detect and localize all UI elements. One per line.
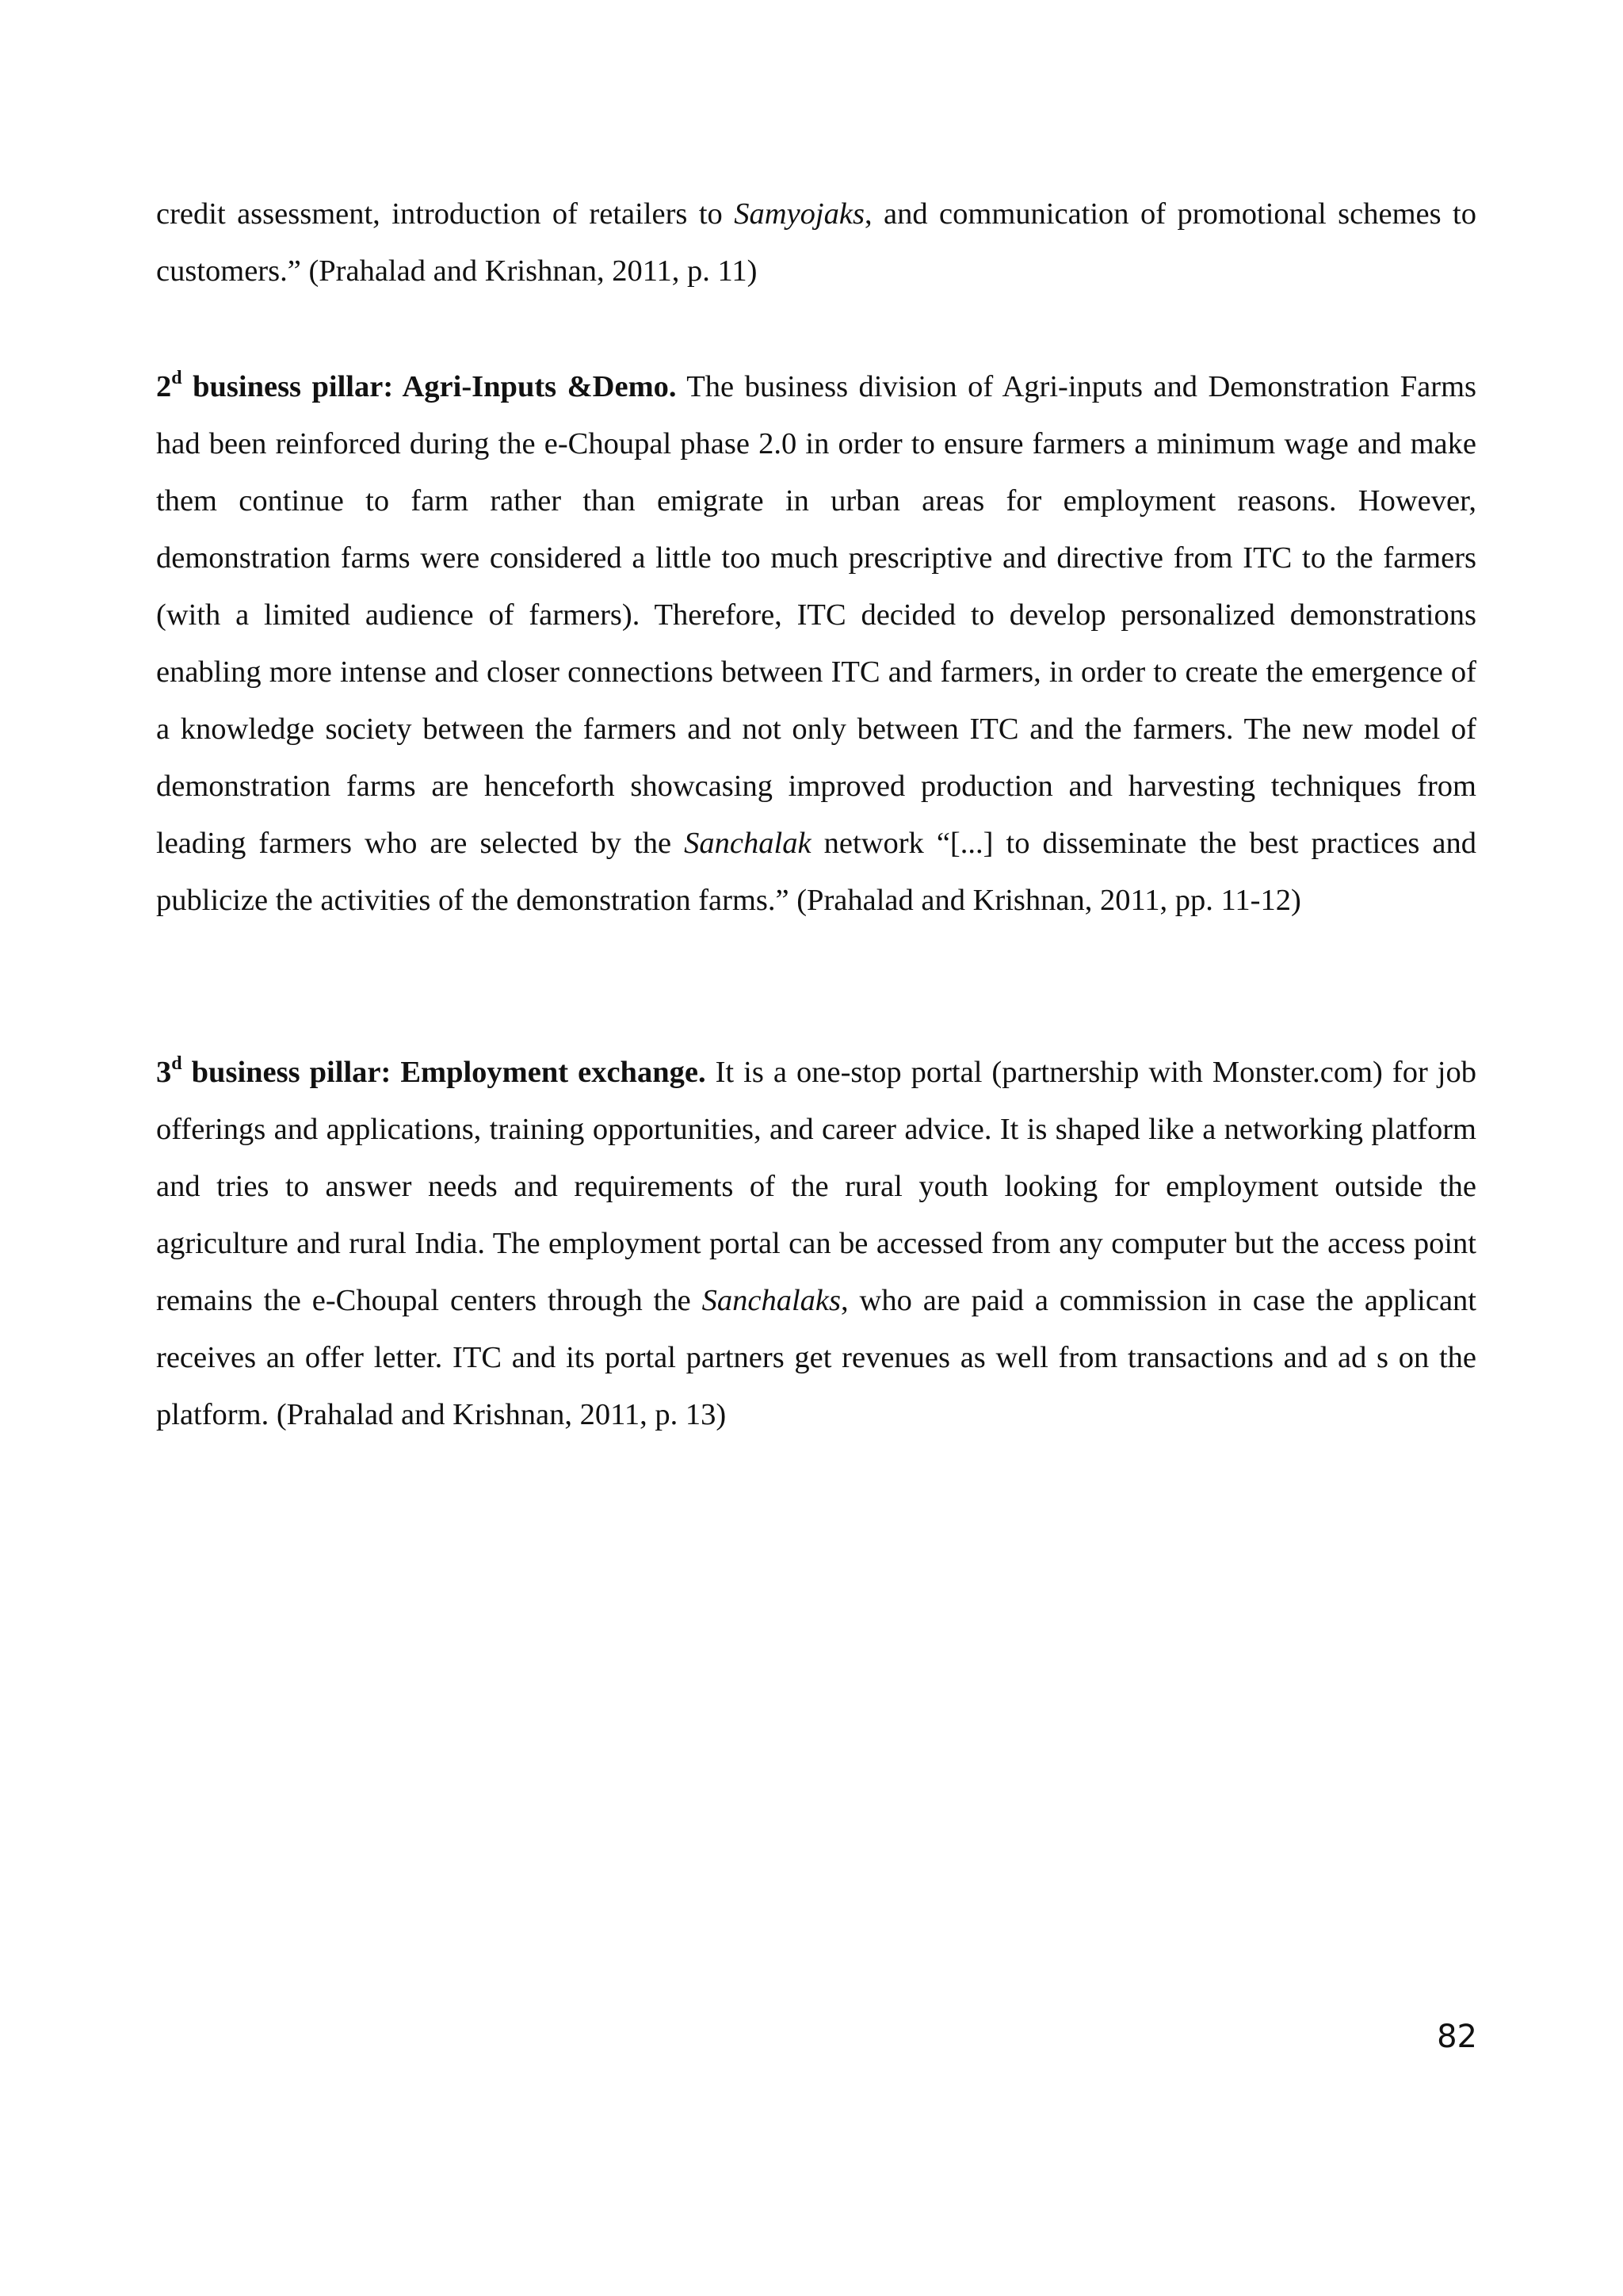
page-number: 82 xyxy=(1437,2019,1477,2055)
paragraph-text: , who are paid a commission in case the applicant receives an offer letter. ITC and its portal partners get revenues as well from transactions and ad s on the platform. (Prahalad and Krishnan, 2011, p. 13) xyxy=(156,1284,1476,1431)
paragraph-text: network “[...] to disseminate the best practices and publicize the activities of the demonstration farms.” (Prahalad and Krishnan, 2011, pp. 11-12) xyxy=(156,827,1476,917)
paragraph-text: It is a one-stop portal (partnership with Monster.com) for job offerings and applications, training opportunities, and career advice. It is shaped like a networking platform and tries to answer needs and requirements of the rural youth looking for employment outside the agriculture and rural India. The employment portal can be accessed from any computer but the access point remains the e-Choupal centers through the xyxy=(156,1056,1477,1317)
section-heading-agri-inputs xyxy=(156,370,677,403)
heading-text: business pillar: Agri-Inputs &Demo. xyxy=(181,370,677,403)
italic-term-sanchalaks: Sanchalaks xyxy=(701,1284,841,1317)
heading-superscript: d xyxy=(171,1053,182,1075)
paragraph-continuation xyxy=(156,185,1476,300)
section-heading-employment-exchange xyxy=(156,1053,706,1089)
paragraph-agri-inputs xyxy=(156,358,1476,929)
heading-text: business pillar: Employment exchange. xyxy=(181,1056,706,1089)
heading-number: 2 xyxy=(156,370,172,403)
heading-superscript: d xyxy=(171,368,182,389)
italic-term-samyojaks: Samyojaks xyxy=(734,197,865,231)
paragraph-text: , and communication of promotional schemes to customers.” (Prahalad and Krishnan, 2011, p. 11) xyxy=(156,197,1476,288)
paragraph-employment-exchange xyxy=(156,1044,1476,1443)
italic-term-sanchalak: Sanchalak xyxy=(684,827,812,860)
heading-number: 3 xyxy=(156,1056,172,1089)
paragraph-text: credit assessment, introduction of retailers to xyxy=(156,197,735,231)
paragraph-text: The business division of Agri-inputs and Demonstration Farms had been reinforced during the e-Choupal phase 2.0 in order to ensure farmers a minimum wage and make them continue to farm rather than emigrate in urban areas for employment reasons. However, demonstration farms were considered a little too much prescriptive and directive from ITC to the farmers (with a limited audience of farmers). Therefore, ITC decided to develop personalized demonstrations enabling more intense and closer connections between ITC and farmers, in order to create the emergence of a knowledge society between the farmers and not only between ITC and the farmers. The new model of demonstration farms are henceforth showcasing improved production and harvesting techniques from leading farmers who are selected by the xyxy=(156,370,1477,860)
